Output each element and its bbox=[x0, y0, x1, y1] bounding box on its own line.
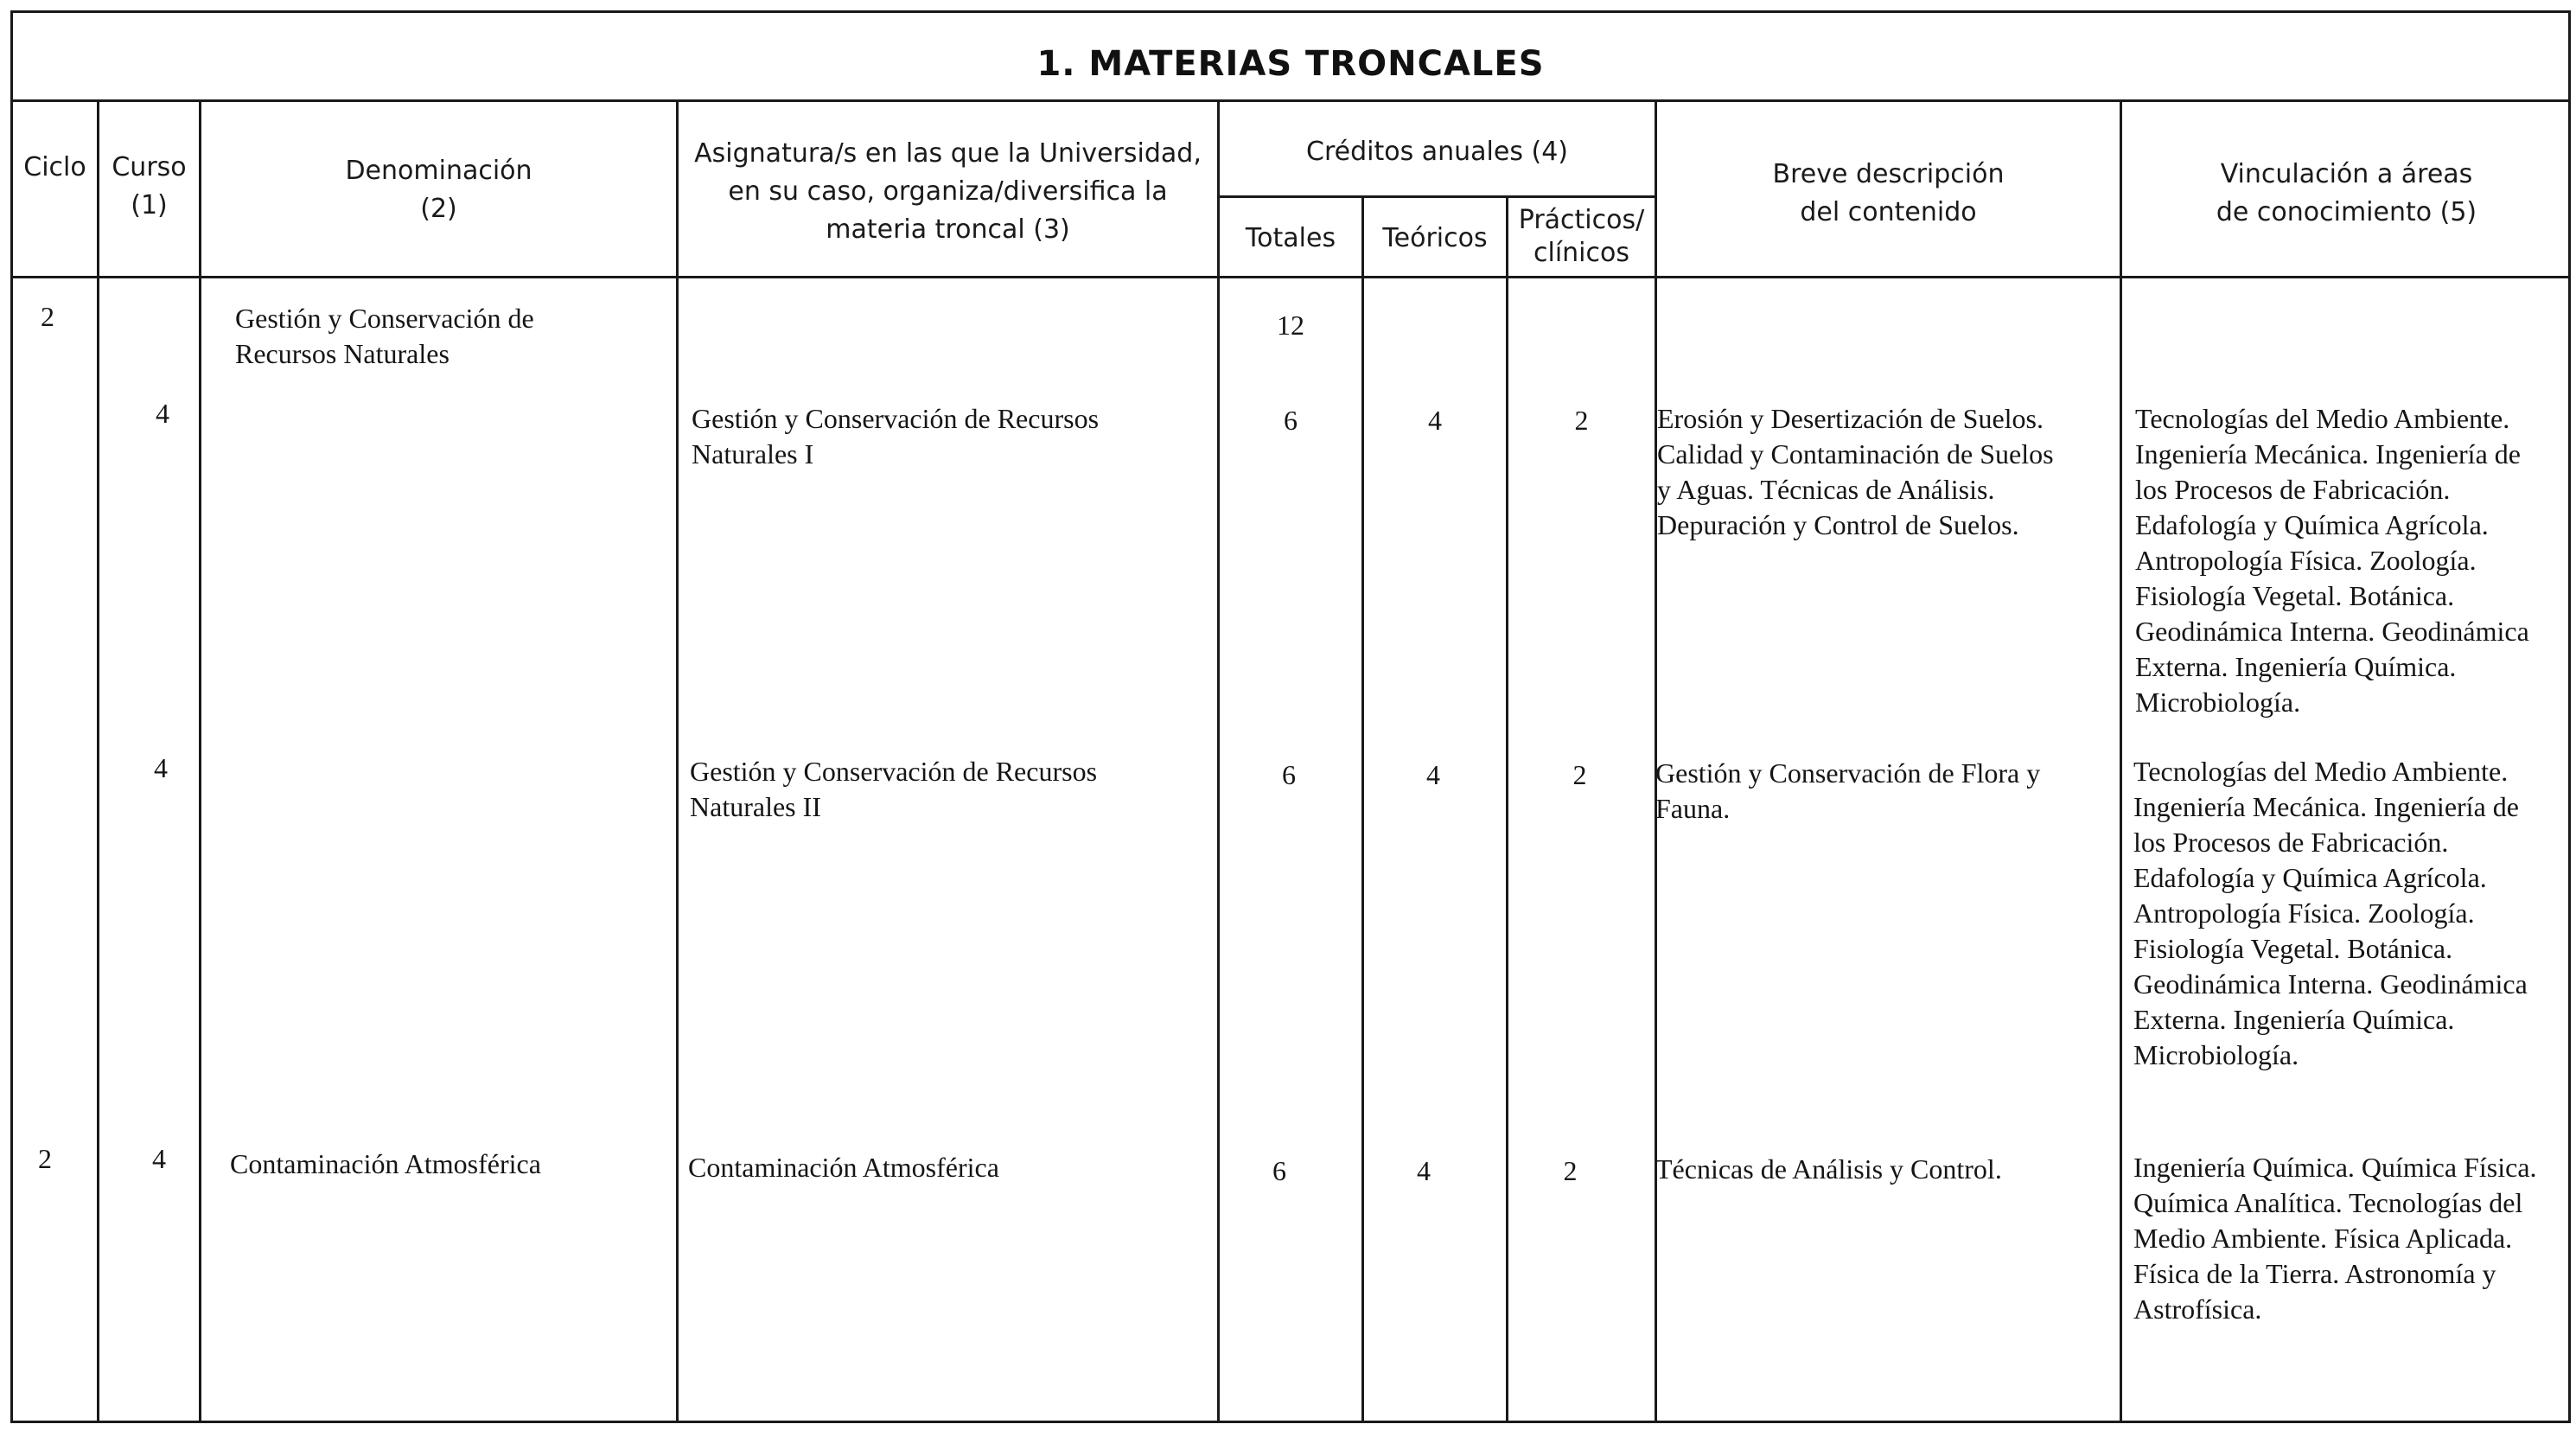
row-curso: 4 bbox=[156, 398, 169, 429]
row-totales: 6 bbox=[1272, 1155, 1286, 1186]
header-vinculacion: Vinculación a áreas de conocimiento (5) bbox=[2216, 159, 2477, 227]
row-teoricos: 4 bbox=[1426, 759, 1440, 790]
page-title: 1. MATERIAS TRONCALES bbox=[1036, 44, 1545, 84]
header-totales: Totales bbox=[1245, 223, 1336, 253]
header-bottom-line bbox=[10, 276, 2571, 278]
row-totales: 6 bbox=[1282, 759, 1296, 790]
row-curso: 4 bbox=[154, 752, 168, 783]
row-practicos: 2 bbox=[1574, 405, 1589, 436]
row-denominacion: Contaminación Atmosférica bbox=[230, 1148, 541, 1179]
row-practicos: 2 bbox=[1572, 759, 1587, 790]
column-divider bbox=[676, 102, 679, 1423]
header-descripcion: Breve descripción del contenido bbox=[1772, 159, 2005, 227]
row-vinculacion: Tecnologías del Medio Ambiente. Ingeniería Mecánica. Ingeniería de los Procesos de Fabricación. Edafología y Química Agrícola. Antropología Física. Zoología. Fisiología Vegetal. Botánica. Geodinámica Interna. Geodinámica Externa. Ingeniería Química. Microbiología. bbox=[2133, 756, 2528, 1070]
header-curso: Curso (1) bbox=[112, 152, 187, 220]
row-descripcion: Técnicas de Análisis y Control. bbox=[1655, 1153, 2002, 1185]
row-asignatura: Gestión y Conservación de Recursos Naturales II bbox=[690, 756, 1098, 822]
header-teoricos: Teóricos bbox=[1382, 223, 1488, 253]
row-teoricos: 4 bbox=[1417, 1155, 1431, 1186]
column-divider bbox=[2120, 102, 2122, 1423]
row-asignatura: Contaminación Atmosférica bbox=[688, 1152, 999, 1183]
row-teoricos: 4 bbox=[1428, 405, 1442, 436]
row-curso: 4 bbox=[152, 1143, 166, 1174]
column-divider bbox=[1361, 197, 1364, 1423]
row-vinculacion: Ingeniería Química. Química Física. Química Analítica. Tecnologías del Medio Ambiente. Física Aplicada. Física de la Tierra. Astronomía y Astrofísica. bbox=[2133, 1152, 2537, 1325]
row-ciclo: 2 bbox=[38, 1143, 52, 1174]
row-totales: 12 bbox=[1277, 310, 1304, 341]
header-asignatura: Asignatura/s en las que la Universidad, en su caso, organiza/diversifica la materia troncal (3) bbox=[694, 138, 1202, 245]
row-vinculacion: Tecnologías del Medio Ambiente. Ingeniería Mecánica. Ingeniería de los Procesos de Fabricación. Edafología y Química Agrícola. Antropología Física. Zoología. Fisiología Vegetal. Botánica. Geodinámica Interna. Geodinámica Externa. Ingeniería Química. Microbiología. bbox=[2135, 403, 2529, 718]
row-denominacion: Gestión y Conservación de Recursos Naturales bbox=[235, 303, 534, 369]
header-creditos-anuales: Créditos anuales (4) bbox=[1306, 137, 1568, 167]
title-box bbox=[10, 10, 2571, 102]
header-ciclo: Ciclo bbox=[23, 152, 86, 182]
creditos-subheader-line bbox=[1217, 195, 1657, 198]
row-descripcion: Erosión y Desertización de Suelos. Calidad y Contaminación de Suelos y Aguas. Técnicas de Análisis. Depuración y Control de Suelos. bbox=[1657, 403, 2054, 540]
column-divider bbox=[199, 102, 201, 1423]
header-denominacion: Denominación (2) bbox=[345, 156, 532, 224]
column-divider bbox=[97, 102, 99, 1423]
row-asignatura: Gestión y Conservación de Recursos Naturales I bbox=[692, 403, 1100, 469]
column-divider bbox=[1506, 197, 1508, 1423]
row-totales: 6 bbox=[1284, 405, 1298, 436]
header-practicos: Prácticos/ clínicos bbox=[1518, 205, 1645, 268]
row-descripcion: Gestión y Conservación de Flora y Fauna. bbox=[1655, 757, 2041, 824]
row-practicos: 2 bbox=[1563, 1155, 1578, 1186]
row-ciclo: 2 bbox=[41, 301, 54, 332]
